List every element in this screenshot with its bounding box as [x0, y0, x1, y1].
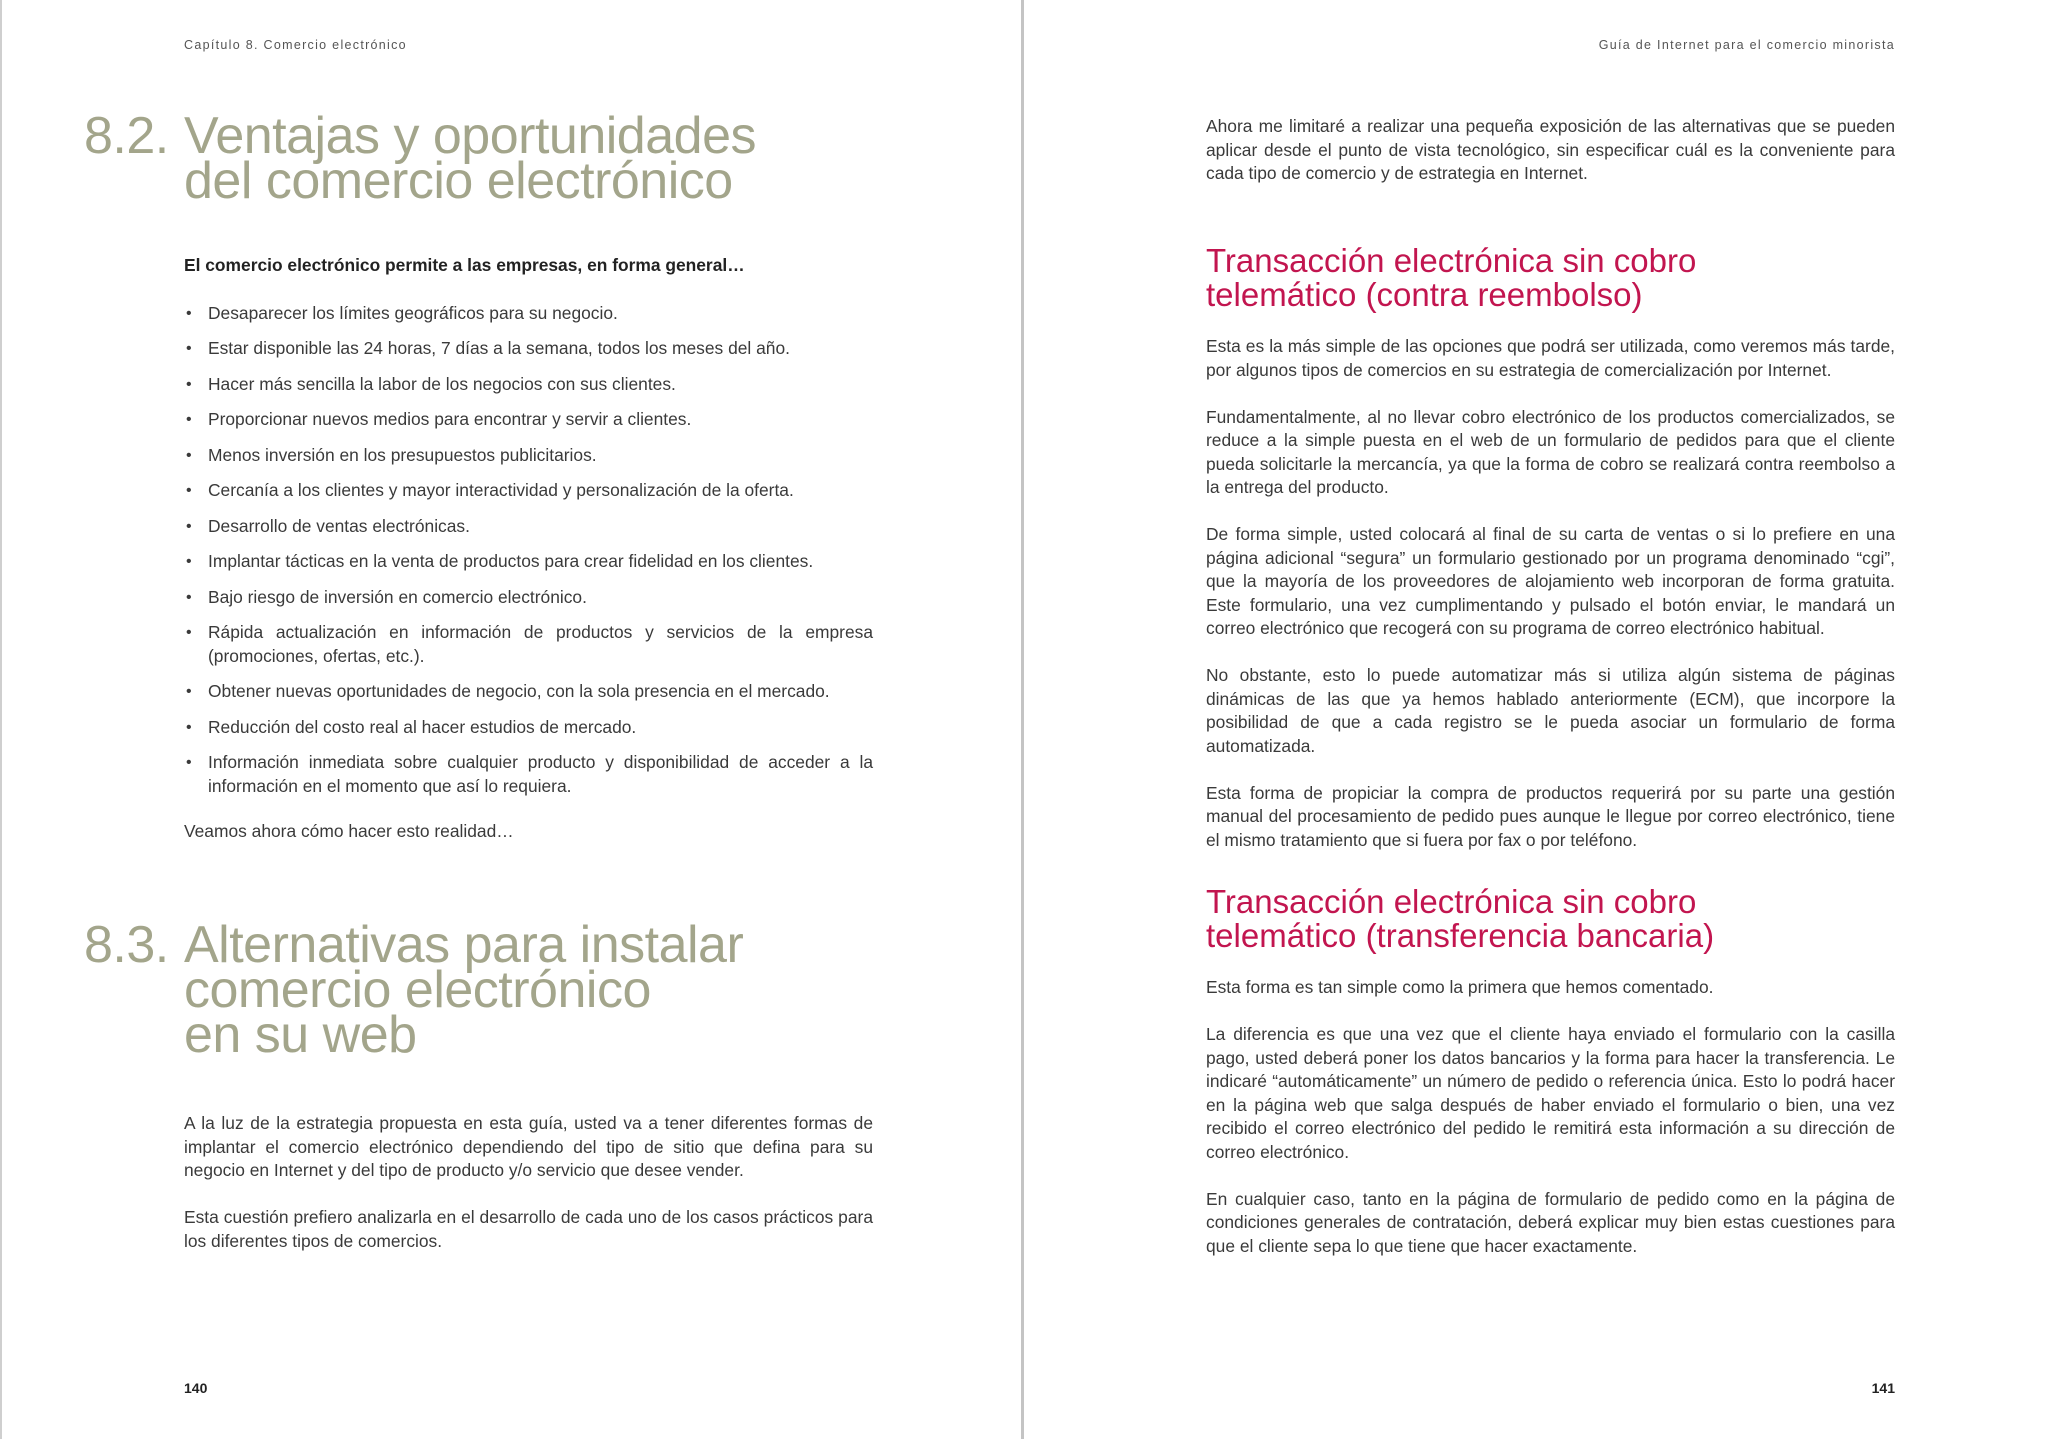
subsection-title-line: telemático (contra reembolso) — [1206, 276, 1643, 313]
page-number-left: 140 — [184, 1380, 208, 1396]
paragraph: Esta forma de propiciar la compra de productos requerirá por su parte una gestión manual del procesamiento de pedido pues aunque le llegue por correo electrónico, tiene el mismo tratamiento que si fuera por fax o por teléfono. — [1206, 782, 1895, 850]
bullet-icon: • — [186, 375, 192, 393]
subsection-title-line: Transacción electrónica sin cobro — [1206, 242, 1697, 279]
list-item: • Proporcionar nuevos medios para encontrar y servir a clientes. — [184, 408, 873, 432]
section-number: 8.3. — [84, 916, 169, 974]
bullet-icon: • — [186, 718, 192, 736]
list-item: • Menos inversión en los presupuestos publicitarios. — [184, 444, 873, 468]
advantages-list — [184, 302, 873, 799]
section-title-line: comercio electrónico — [184, 961, 651, 1019]
intro-body — [1206, 115, 1895, 209]
closing-paragraph: Veamos ahora cómo hacer esto realidad… — [184, 821, 514, 841]
list-item: • Información inmediata sobre cualquier producto y disponibilidad de acceder a la información en el momento que así lo requiera. — [186, 752, 873, 796]
list-item: • Desaparecer los límites geográficos para su negocio. — [184, 302, 873, 326]
list-item: • Estar disponible las 24 horas, 7 días a la semana, todos los meses del año. — [184, 337, 873, 361]
section-title-line: en su web — [184, 1006, 417, 1064]
section-title-text: Ventajas y oportunidades del comercio electrónico — [184, 107, 756, 210]
bullet-icon: • — [186, 411, 192, 428]
page-number-right: 141 — [1871, 1380, 1895, 1396]
paragraph: La diferencia es que una vez que el cliente haya enviado el formulario con la casilla pago, usted deberá poner los datos bancarios y la forma para hacer la transferencia. Le indicaré “automáticamente” un número de pedido o referencia única. Esto lo podrá hacer en la página web que salga después de haber enviado el formulario o bien, una vez recibido el correo electrónico del pedido le remitirá esta información a su dirección de correo electrónico. — [1206, 1024, 1895, 1162]
section-8-3-title — [84, 916, 864, 1064]
subsection-2-body — [1206, 976, 1895, 1282]
lead-paragraph: El comercio electrónico permite a las empresas, en forma general… — [184, 255, 745, 275]
list-item: • Bajo riesgo de inversión en comercio electrónico. — [184, 586, 873, 610]
subsection-title-line: telemático (transferencia bancaria) — [1206, 917, 1715, 954]
paragraph: Esta es la más simple de las opciones que podrá ser utilizada, como veremos más tarde, por algunos tipos de comercios en su estrategia de comercialización por Internet. — [1206, 336, 1895, 380]
list-item: • Hacer más sencilla la labor de los negocios con sus clientes. — [184, 373, 873, 397]
running-head-left: Capítulo 8. Comercio electrónico — [184, 38, 407, 52]
bullet-icon: • — [186, 304, 192, 322]
bullet-icon: • — [186, 624, 192, 641]
bullet-icon: • — [186, 683, 192, 700]
paragraph: De forma simple, usted colocará al final de su carta de ventas o si lo prefiere en una página adicional “segura” un formulario gestionado por un programa denominado “cgi”, que la mayoría de los proveedores de alojamiento web incorporan de forma gratuita. Este formulario, una vez cumplimentando y pulsado el botón enviar, le mandará un correo electrónico que recogerá con su programa de correo electrónico habitual. — [1206, 524, 1895, 638]
section-8-2-body — [184, 254, 873, 867]
list-item: • Reducción del costo real al hacer estudios de mercado. — [184, 716, 873, 740]
section-8-2-title — [84, 107, 804, 210]
subsection-2-title — [1206, 885, 1906, 953]
right-page — [1024, 0, 2048, 1439]
subsection-title-line: Transacción electrónica sin cobro — [1206, 883, 1697, 920]
bullet-icon: • — [186, 482, 192, 499]
bullet-icon: • — [186, 340, 192, 357]
bullet-icon: • — [186, 588, 192, 606]
bullet-icon: • — [186, 446, 192, 464]
paragraph: Fundamentalmente, al no llevar cobro electrónico de los productos comercializados, se reduce a la simple puesta en el web de un formulario de pedidos para que el cliente pueda solicitarle la mercancía, ya que la forma de cobro se realizará contra reembolso a la entrega del producto. — [1206, 406, 1895, 497]
paragraph: Esta forma es tan simple como la primera que hemos comentado. — [1206, 977, 1714, 997]
bullet-icon: • — [186, 553, 192, 570]
section-title-line: Alternativas para instalar — [184, 916, 744, 974]
paragraph: Esta cuestión prefiero analizarla en el desarrollo de cada uno de los casos prácticos para los diferentes tipos de comercios. — [184, 1207, 873, 1251]
list-item: • Obtener nuevas oportunidades de negocio, con la sola presencia en el mercado. — [184, 680, 873, 704]
list-item: • Desarrollo de ventas electrónicas. — [184, 515, 873, 539]
list-item: • Rápida actualización en información de productos y servicios de la empresa (promociones, ofertas, etc.). — [186, 622, 873, 666]
intro-paragraph: Ahora me limitaré a realizar una pequeña exposición de las alternativas que se pueden aplicar desde el punto de vista tecnológico, sin especificar cuál es la conveniente para cada tipo de comercio y de estrategia en Internet. — [1206, 116, 1895, 183]
section-number: 8.2. — [84, 107, 169, 165]
bullet-icon: • — [186, 517, 192, 535]
section-8-3-body — [184, 1112, 873, 1277]
list-item: • Implantar tácticas en la venta de productos para crear fidelidad en los clientes. — [184, 550, 873, 574]
list-item: • Cercanía a los clientes y mayor interactividad y personalización de la oferta. — [184, 479, 873, 503]
paragraph: En cualquier caso, tanto en la página de formulario de pedido como en la página de condiciones generales de contratación, deberá explicar muy bien estas cuestiones para que el cliente sepa lo que tiene que hacer exactamente. — [1206, 1188, 1895, 1256]
paragraph: No obstante, esto lo puede automatizar más si utiliza algún sistema de páginas dinámicas de las que ya hemos hablado anteriormente (ECM), que incorpore la posibilidad de que a cada registro se le pueda asociar un formulario de forma automatizada. — [1206, 665, 1895, 756]
running-head-right: Guía de Internet para el comercio minorista — [1598, 38, 1895, 52]
subsection-1-title — [1206, 244, 1906, 312]
bullet-icon: • — [186, 754, 192, 771]
subsection-1-body — [1206, 335, 1895, 876]
paragraph: A la luz de la estrategia propuesta en esta guía, usted va a tener diferentes formas de implantar el comercio electrónico dependiendo del tipo de sitio que defina para su negocio en Internet y del tipo de producto y/o servicio que desee vender. — [184, 1113, 873, 1180]
